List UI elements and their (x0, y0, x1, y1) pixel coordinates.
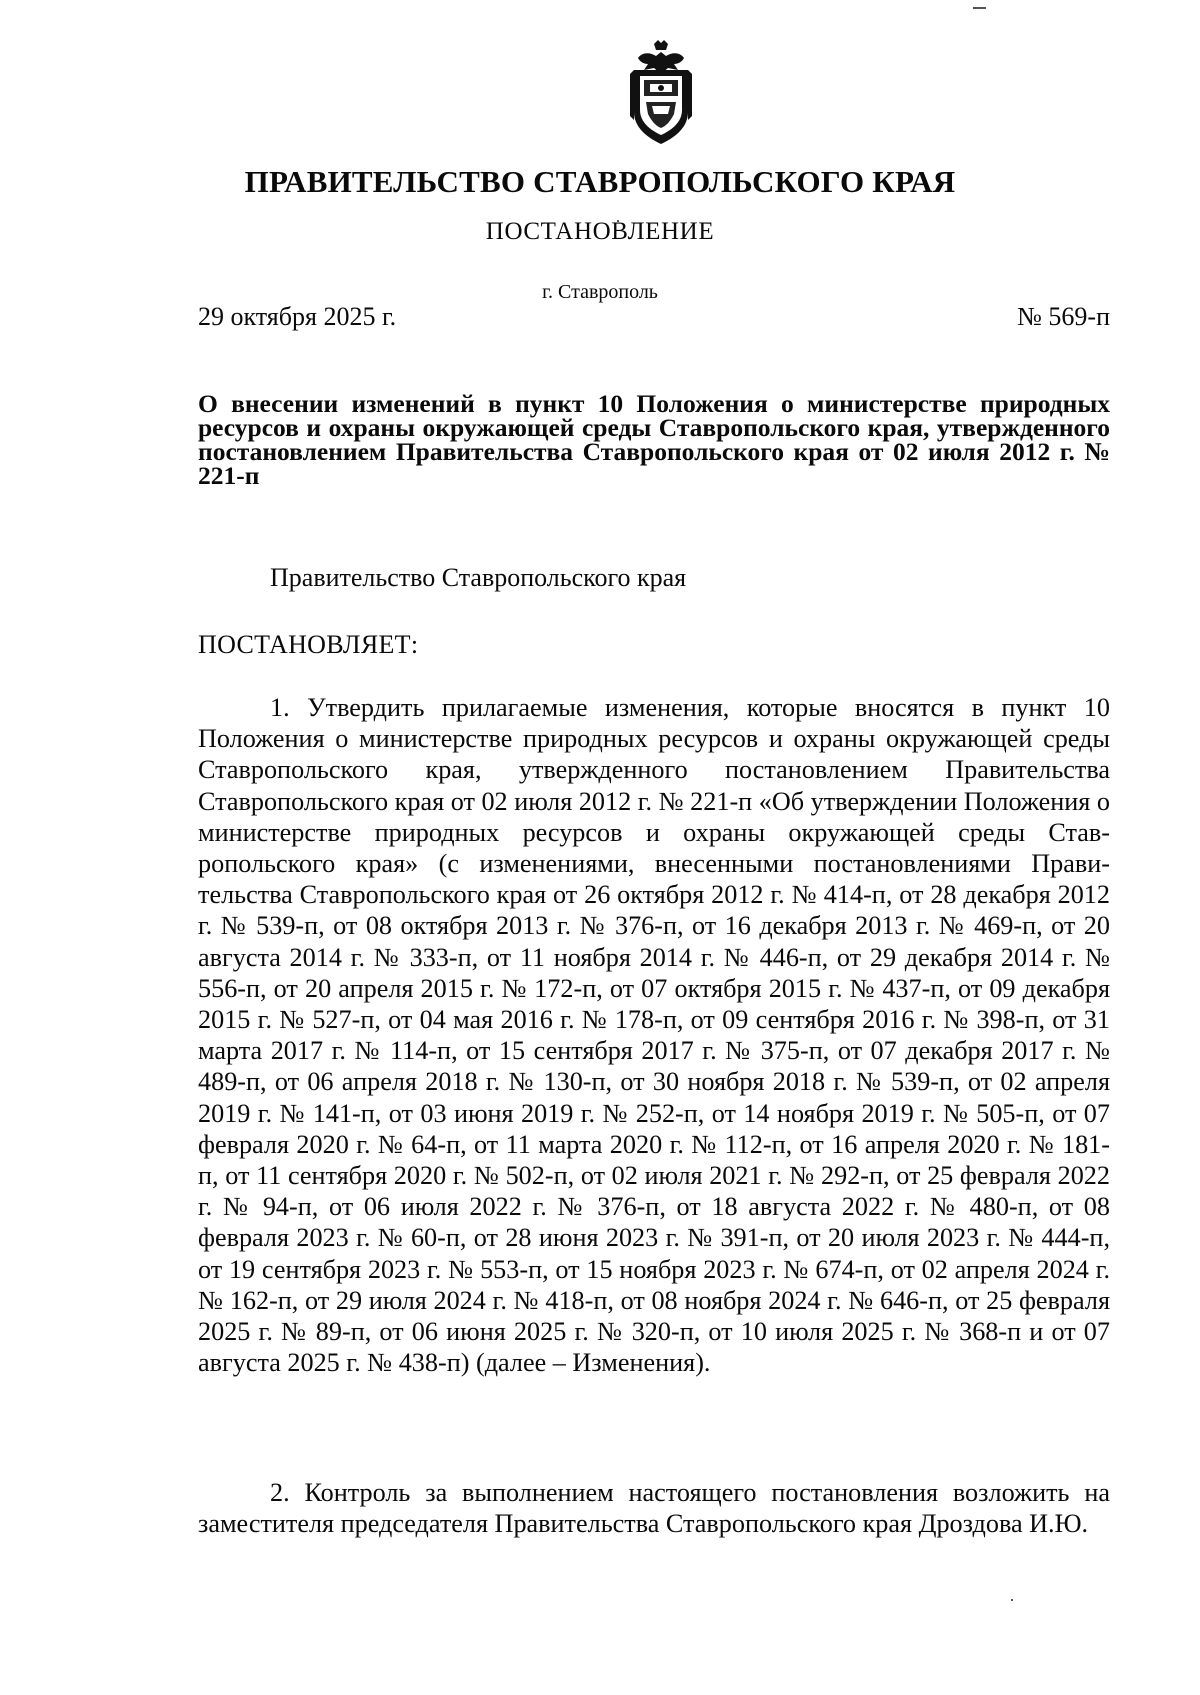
paragraph-1: 1. Утвердить прилагаемые изменения, которые вносятся в пункт 10 Положения о министерстве природных ресурсов и охраны окружающей среды Ставропольского края, утвержденного постановлением Правительства Ставропольского края от 02 июля 2012 г. № 221-п «Об утверждении Положения о министерстве природных ресурсов и охраны окружающей среды Ставропольского края» (с изменениями, внесенными постановлениями Правительства Ставропольского края от 26 октября 2012 г. № 414-п, от 28 декабря 2012 г. № 539-п, от 08 октября 2013 г. № 376-п, от 16 декабря 2013 г. № 469-п, от 20 августа 2014 г. № 333-п, от 11 ноября 2014 г. № 446-п, от 29 декабря 2014 г. № 556-п, от 20 апреля 2015 г. № 172-п, от 07 октября 2015 г. № 437-п, от 09 декабря 2015 г. № 527-п, от 04 мая 2016 г. № 178-п, от 09 сентября 2016 г. № 398-п, от 31 марта 2017 г. № 114-п, от 15 сентября 2017 г. № 375-п, от 07 декабря 2017 г. № 489-п, от 06 апреля 2018 г. № 130-п, от 30 ноября 2018 г. № 539-п, от 02 апреля 2019 г. № 141-п, от 03 июня 2019 г. № 252-п, от 14 ноября 2019 г. № 505-п, от 07 февраля 2020 г. № 64-п, от 11 марта 2020 г. № 112-п, от 16 апреля 2020 г. № 181-п, от 11 сентября 2020 г. № 502-п, от 02 июля 2021 г. № 292-п, от 25 февраля 2022 г. № 94-п, от 06 июля 2022 г. № 376-п, от 18 августа 2022 г. № 480-п, от 08 февраля 2023 г. № 60-п, от 28 июня 2023 г. № 391-п, от 20 июля 2023 г. № 444-п, от 19 сентября 2023 г. № 553-п, от 15 ноября 2023 г. № 674-п, от 02 апреля 2024 г. № 162-п, от 29 июля 2024 г. № 418-п, от 08 ноября 2024 г. № 646-п, от 25 февраля 2025 г. № 89-п, от 06 июня 2025 г. № 320-п, от 10 июля 2025 г. № 368-п и от 07 августа 2025 г. № 438-п) (далее – Изменения). (198, 693, 1110, 1378)
issuing-authority: ПРАВИТЕЛЬСТВО СТАВРОПОЛЬСКОГО КРАЯ (244, 164, 956, 199)
preamble: Правительство Ставропольского края (270, 563, 687, 592)
document-number: № 569-п (1017, 302, 1110, 331)
paragraph-2: 2. Контроль за выполнением настоящего постановления возложить на заместителя председателя Правительства Ставропольского края Дроздова И.Ю. (198, 1478, 1110, 1539)
document-type: ПОСТАНОВЛЕНИЕ (485, 218, 715, 245)
coat-of-arms-icon (628, 40, 694, 146)
document-subject: О внесении изменений в пункт 10 Положения о министерстве природных ресурсов и охраны окружающей среды Ставропольского края, утвержденного постановлением Правительства Ставропольского края от 02 июля 2012 г. № 221-п (198, 389, 1110, 490)
document-city: г. Ставрополь (542, 281, 658, 303)
scan-mark (973, 7, 986, 9)
scan-mark (1011, 1599, 1013, 1601)
document-date: 29 октября 2025 г. (198, 302, 397, 331)
resolves-heading: ПОСТАНОВЛЯЕТ: (198, 630, 419, 659)
